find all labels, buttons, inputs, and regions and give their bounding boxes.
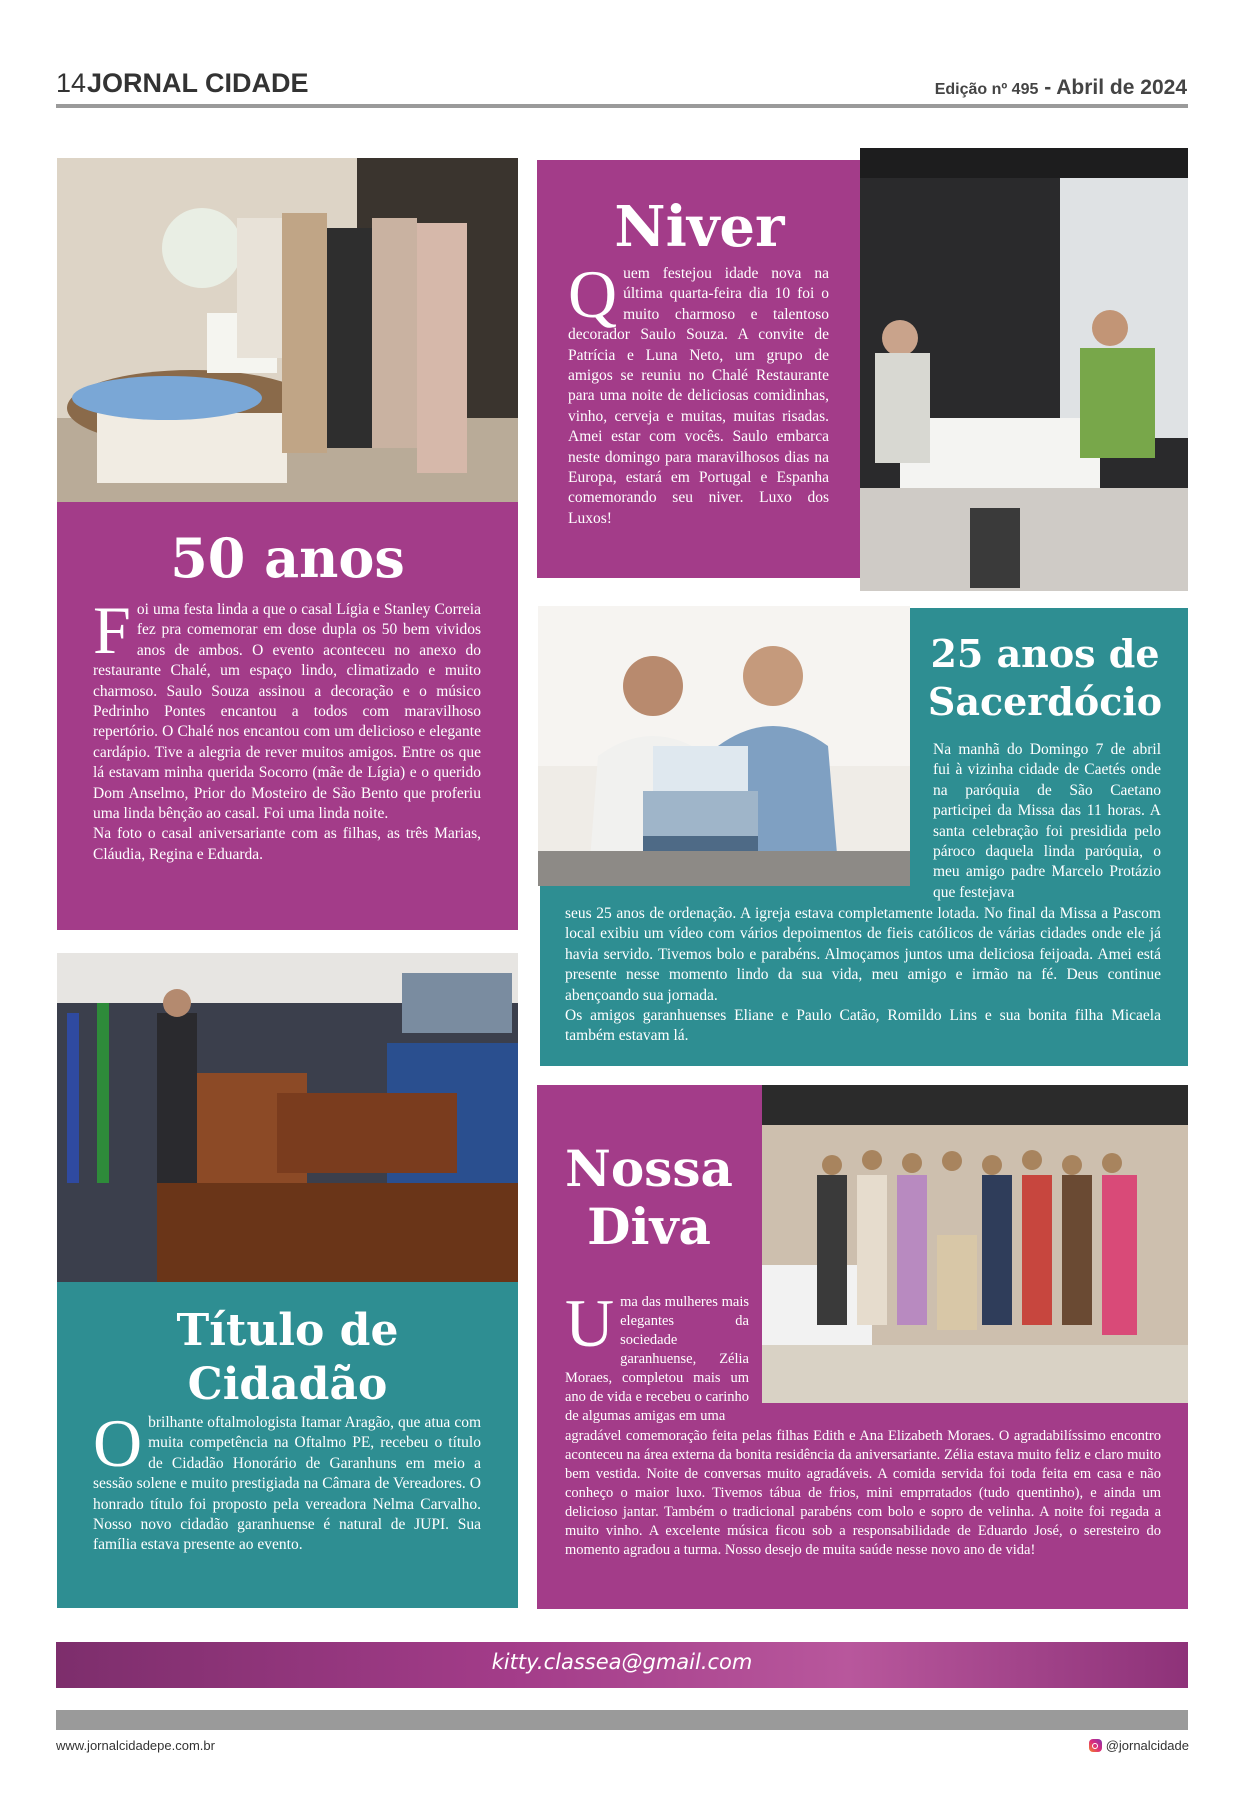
page-number: 14 [56, 68, 87, 98]
newspaper-name: JORNAL CIDADE [87, 68, 309, 98]
edition-date: Abril de 2024 [1056, 76, 1187, 99]
header-rule [56, 104, 1188, 108]
diva-title-line1: Nossa [565, 1139, 733, 1198]
instagram-icon [1089, 1739, 1102, 1752]
titulo-dropcap: O [93, 1405, 143, 1481]
sacerdocio-title-line2: Sacerdócio [927, 679, 1163, 724]
sacerdocio-top-text: Na manhã do Domingo 7 de abril fui à vizinha cidade de Caetés onde na paróquia de São Caetano participei da Missa das 11 horas. A santa celebração foi presidida pelo pároco daquela linda paróquia, o meu amigo padre Marcelo Protázio que festejava [933, 741, 1161, 901]
sacerdocio-title-line1: 25 anos de [930, 631, 1160, 676]
edition-info [935, 76, 1187, 100]
niver-body: uem festejou idade nova na última quarta-feira dia 10 foi o muito charmoso e talentoso decorador Saulo Souza. A convite de Patrícia e Luna Neto, um grupo de amigos se reuniu no Chalé Restaurante para uma noite de deliciosas comidinhas, vinho, cerveja e muitas, muitas risadas. Amei estar com vocês. Saulo embarca neste domingo para maravilhosos dias na Europa, estará em Portugal e Espanha comemorando seu niver. Luxo dos Luxos! [568, 265, 829, 527]
fifty-years-caption: Na foto o casal aniversariante com as filhas, as três Marias, Cláudia, Regina e Eduarda. [93, 825, 481, 863]
diva-title-line2: Diva [587, 1197, 711, 1256]
diva-body-top: ma das mulheres mais elegantes da sociedade garanhuense, Zélia Moraes, completou mais um ano de vida e recebeu o carinho de algumas amigas em uma [565, 1294, 749, 1424]
edition-number: Edição nº 495 [934, 81, 1039, 98]
edition-separator: - [1038, 76, 1057, 99]
diva-top-text [565, 1285, 749, 1426]
sacerdocio-title [925, 630, 1165, 726]
instagram-label: @jornalcidade [1105, 1738, 1189, 1753]
niver-panel [537, 160, 862, 578]
diva-photo [762, 1085, 1188, 1403]
diva-bottom-text: agradável comemoração feita pelas filhas Edith e Ana Elizabeth Moraes. O agradabilíssimo encontro aconteceu na área externa da bonita residência da aniversariante. Zélia estava muito feliz e claro muito bem vestida. Noite de conversas muito agradáveis. A comida servida foi toda feita em casa e não conheço o maior luxo. Tivemos tábua de frios, mini emprratados (tudo quentinho), e ainda um delicioso jantar. Também o tradicional parabéns com bolo e sopro de velinha. A noite foi regada a muito vinho. A excelente música ficou sob a responsabilidade de Eduardo José, o seresteiro do momento agradou a turma. Nosso desejo de muita saúde nesse novo ano de vida! [565, 1428, 1161, 1558]
instagram-handle[interactable] [1089, 1738, 1189, 1753]
fifty-years-panel [57, 502, 518, 930]
titulo-body: brilhante oftalmologista Itamar Aragão, que atua com muita competência na Oftalmo PE, recebeu o título de Cidadão Honorário de Garanhuns em meio a sessão solene e muito prestigiada na Câmara de Vereadores. O honrado título foi proposto pela vereadora Nelma Carvalho. Nosso novo cidadão garanhuense é natural de JUPI. Sua família estava presente ao evento. [93, 1414, 481, 1554]
diva-dropcap: U [565, 1285, 615, 1361]
website-link[interactable]: www.jornalcidadepe.com.br [56, 1738, 215, 1753]
email-banner [56, 1642, 1188, 1688]
sacerdocio-caption: Os amigos garanhuenses Eliane e Paulo Catão, Romildo Lins e sua bonita filha Micaela também estavam lá. [565, 1007, 1161, 1045]
diva-title [537, 1140, 761, 1256]
titulo-photo [57, 953, 518, 1282]
fifty-years-photo [57, 158, 518, 502]
footer-rule [56, 1710, 1188, 1730]
fifty-years-body: oi uma festa linda a que o casal Lígia e Stanley Correia fez pra comemorar em dose dupla os 50 bem vividos anos de ambos. O evento aconteceu no anexo do restaurante Chalé, um espaço lindo, climatizado e muito charmoso. Saulo Souza assinou a decoração e o músico Pedrinho Pontes encantou a todos com maravilhoso repertório. O Chalé nos encantou com um delicioso e elegante cardápio. Tive a alegria de rever muitos amigos. Entre os que lá estavam minha querida Socorro (mãe de Lígia) e o querido Dom Anselmo, Prior do Mosteiro de São Bento que proferiu uma linda bênção ao casal. Foi uma linda noite. [93, 601, 481, 823]
sacerdocio-bottom-text [565, 904, 1161, 1047]
fifty-years-title: 50 anos [170, 526, 405, 590]
sacerdocio-body: seus 25 anos de ordenação. A igreja estava completamente lotada. No final da Missa a Pascom local exibiu um vídeo com vários depoimentos de fieis católicos de várias cidades onde ele já havia servido. Tivemos bolo e parabéns. Almoçamos juntos uma deliciosa feijoada. Amei está presente nesse momento lindo da sua vida, meu amigo e irmão na fé. Deus continue abençoando sua jornada. [565, 905, 1161, 1004]
contact-email[interactable]: kitty.classea@gmail.com [491, 1650, 753, 1674]
niver-photo [860, 148, 1188, 591]
titulo-title [57, 1304, 518, 1412]
titulo-title-line1: Título de [176, 1305, 399, 1356]
titulo-panel [57, 1282, 518, 1608]
niver-text [568, 256, 829, 529]
niver-title: Niver [614, 194, 785, 260]
titulo-title-line2: Cidadão [187, 1359, 388, 1410]
sacerdocio-photo [538, 606, 910, 886]
fifty-years-dropcap: F [93, 592, 131, 668]
fifty-years-text [93, 592, 481, 865]
titulo-text [93, 1405, 481, 1556]
niver-dropcap: Q [568, 256, 618, 332]
